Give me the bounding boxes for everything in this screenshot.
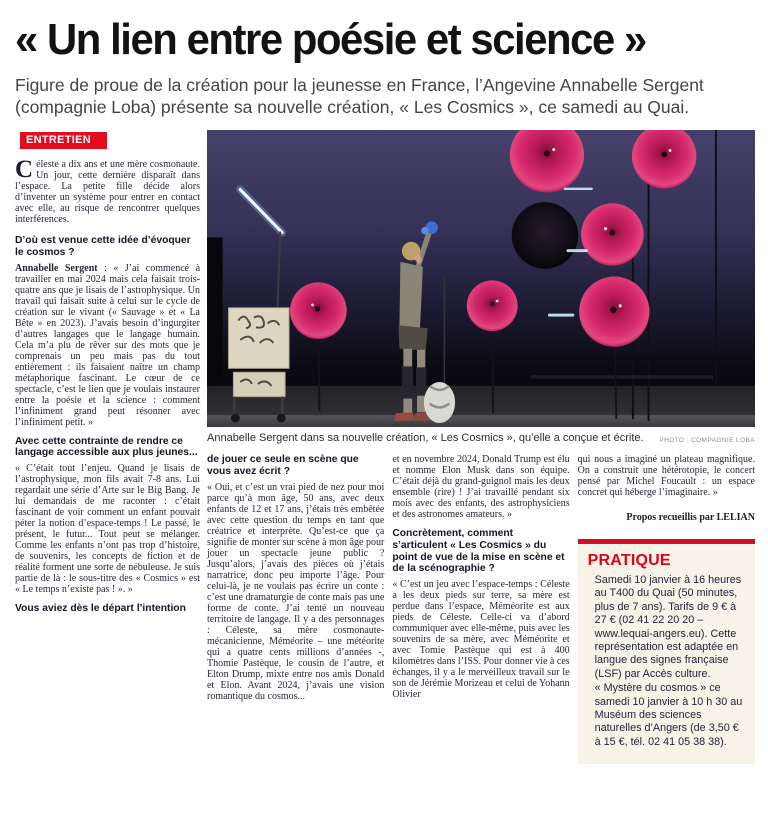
lead-paragraph (15, 156, 200, 225)
question-3-part2: de jouer ce seule en scène que vous avez écrit ? (207, 453, 359, 477)
answer-1: Annabelle Sergent : « J’ai commencé à travailler en mai 2024 mais cela faisait trois-quatre ans que je lisais de l’astrophysique. Un travail qui faisait suite à celui sur le cycle de création sur le vivant (« Sauvage » et « La Bête » en 2023). J’avais besoin d’ingurgiter d’autres langages que le langage humain. Cela m’a plu de rêver sur des mots que je comprenais un peu mais pas du tout entièrement : ils faisaient naître un champ métaphorique fascinant. Le cœur de ce spectacle, c’est le lien que je voulais instaurer entre la poésie et la science : comment l’infiniment grand peut résonner avec l’infiniment petit. » (15, 262, 201, 428)
speaker-name: Annabelle Sergent (15, 262, 98, 274)
right-zone (207, 130, 755, 764)
question-3-part1: Vous aviez dès le départ l’intention (15, 603, 186, 615)
photo-caption: Annabelle Sergent dans sa nouvelle création, « Les Cosmics », qu’elle a conçue et écrite. (207, 431, 644, 444)
byline: Propos recueillis par LELIAN (626, 511, 755, 523)
kicker-badge: ENTRETIEN (20, 132, 107, 149)
knee-sock-back (416, 367, 426, 395)
pratique-title: PRATIQUE (587, 551, 671, 569)
photo-credit: PHOTO : COMPAGNIE LOBA (659, 436, 755, 444)
sneaker-front (395, 412, 415, 421)
blue-prop-2 (421, 227, 428, 234)
white-backpack (424, 382, 455, 423)
drop-cap: C (15, 156, 34, 183)
answer-3: « Oui, et c’est un vrai pied de nez pour moi parce qu’à mon âge, 50 ans, avec deux enfants de 12 et 17 ans, j’étais très embêtée avec cette question du temps en tant que créatrice et interprète. Qu’est-ce que ça signifie de monter sur scène à mon âge pour jouer un spectacle jeune public ? Jusqu’alors, j’avais des pièces où j’étais narratrice, donc peu importe l’âge. Pour celui-là, je ne voulais pas écrire un conte : c’est une dramaturgie de conte mais pas une forme de conte. J’ai tenté un nouveau territoire de langage. Il y a des personnages : Céleste, sa mère cosmonaute-mécanicienne, Méméorite – une météorite qui a quatre cents millions d’années -, Thomie Pastèque, le cousin de l’autre, et Elton Drump, mixte entre nos amis Donald et Elon. Avant 2024, j’avais une vision romantique du cosmos... (207, 481, 385, 702)
answer-2: « C’était tout l’enjeu. Quand je lisais de l’astrophysique, mon fils avait 7-8 ans. Lui regardait une série d’Arte sur le Big Bang. Je lui demandais de me raconter : c’était fascinant de voir comment un enfant pouvait péter la notion d’espace-temps ! Le passé, le présent, le futur... Tout peut se mélanger. Comme les enfants n’ont pas trop d’histoire, de souvenirs, les concepts de fiction et de réalité forment une sorte de nébuleuse. Je suis partie de là : le sous-titre des « Cosmics » est « Le temps n’existe pas ! ». » (15, 463, 200, 596)
article-photo (207, 130, 755, 427)
pratique-box (578, 539, 755, 764)
stage-floor (207, 386, 755, 427)
question-1: D’où est venue cette idée d’évoquer le cosmos ? (15, 235, 191, 258)
knee-sock-front (402, 366, 413, 398)
pratique-item: « Mystère du cosmos » ce samedi 10 janvier à 10 h 30 au Muséum des sciences naturelles d’Angers (de 3,50 € à 15 €, tél. 02 41 05 38 38). (594, 682, 743, 748)
lead-text: éleste a dix ans et une mère cosmonaute. Un jour, cette dernière disparaît dans l’espace. La petite fille décide alors d’inventer un système pour entrer en contact avec elle, au risque de rencontrer quelques interférences. (15, 159, 200, 225)
answer-4-continued: qui nous a imaginé un plateau magnifique. On a construit une hétérotopie, le concert pensé par Michel Foucault : un espace concret qui héberge l’imaginaire. » (577, 453, 755, 498)
performer-shorts (398, 325, 427, 350)
standfirst: Figure de proue de la création pour la jeunesse en France, l’Angevine Annabelle Sergent (compagnie Loba) présente sa nouvelle création, « Les Cosmics », ce samedi au Quai. (15, 75, 704, 117)
column-2 (207, 454, 384, 764)
black-horn (512, 202, 578, 268)
performer-top (399, 262, 422, 329)
answer-3-continued: et en novembre 2024, Donald Trump est élu et nomme Elon Musk dans son équipe. C’était déjà du grand-guignol mais les deux ensemble (rire) ! J’ai travaillé pendant six mois avec des enfants, des astrophysiciens et des astronomes amateurs. » (392, 453, 570, 520)
caption-row (207, 432, 755, 444)
answer-4: « C’est un jeu avec l’espace-temps : Céleste a les deux pieds sur terre, sa mère est perdue dans l’espace, Méméorite est aux pieds de Céleste. Celle-ci va d’abord communiquer avec elle-même, puis avec les souvenirs de sa mère, avec Méméorite et avec Tomie Pastèque qui est à 400 kilomètres dans l’ISS. Pour donner vie à ces échanges, il y a le merveilleux travail sur le son de Jérémie Morizeau et celui de Yohann Olivier (392, 579, 570, 701)
question-4: Concrètement, comment s’articulent « Les Cosmics » du point de vue de la mise en scène et de la scénographie ? (392, 527, 565, 575)
column-1 (15, 130, 200, 764)
pink-horn (581, 203, 644, 266)
stage-photo (207, 130, 755, 427)
column-3 (392, 454, 569, 764)
back-rail (531, 375, 713, 378)
pratique-item: Samedi 10 janvier à 16 heures au T400 du Quai (50 minutes, plus de 7 ans). Tarifs de 9 € à 27 € (02 41 22 20 20 – www.lequai-angers.eu). Cette représentation est adaptée en langue des signes française (LSF) par Accès culture. (594, 573, 742, 680)
lower-columns (207, 454, 755, 764)
article-body (15, 130, 755, 764)
headline: « Un lien entre poésie et science » (15, 15, 646, 64)
question-2: Avec cette contrainte de rendre ce langage accessible aux plus jeunes... (15, 435, 198, 459)
column-4 (578, 454, 755, 764)
